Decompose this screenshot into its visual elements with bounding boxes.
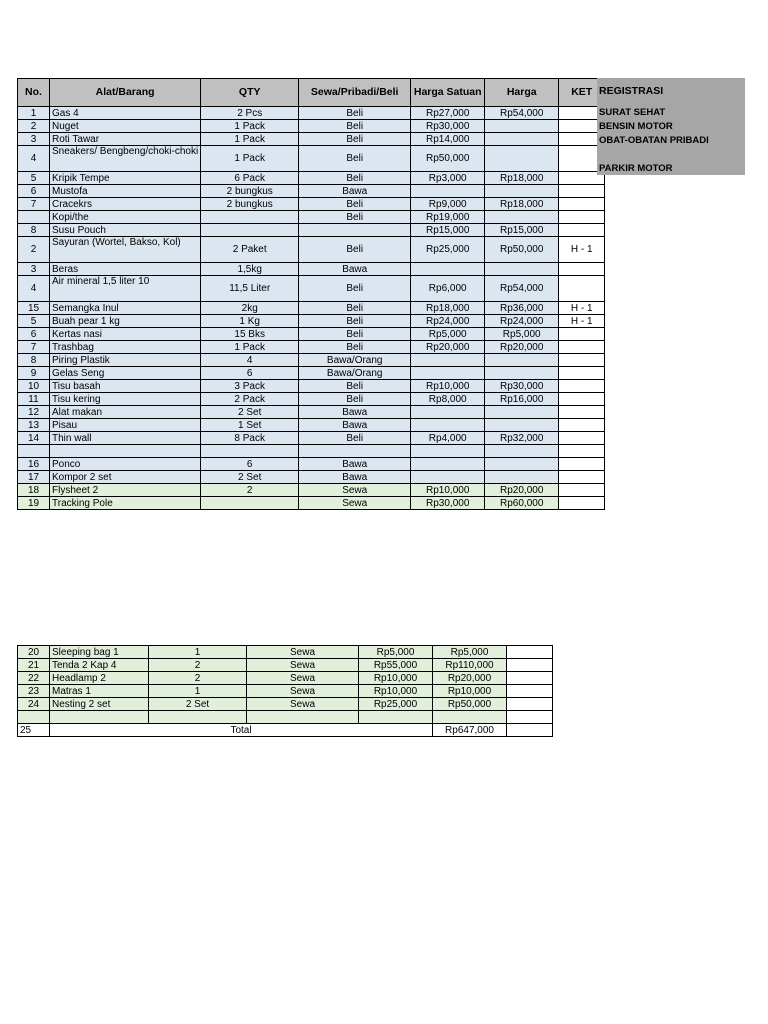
cell-qty[interactable]: 3 Pack	[201, 380, 299, 393]
cell-unit-price[interactable]: Rp30,000	[411, 497, 485, 510]
cell-unit-price[interactable]: Rp5,000	[359, 646, 433, 659]
cell-no[interactable]: 20	[18, 646, 50, 659]
cell-unit-price[interactable]: Rp24,000	[411, 315, 485, 328]
cell-no[interactable]: 13	[18, 419, 50, 432]
cell-price[interactable]: Rp5,000	[485, 328, 559, 341]
cell-qty[interactable]: 2	[149, 672, 247, 685]
cell-qty[interactable]: 1 Pack	[201, 120, 299, 133]
cell-qty[interactable]: 1,5kg	[201, 263, 299, 276]
total-ket[interactable]	[507, 724, 553, 737]
cell-unit-price[interactable]	[411, 445, 485, 458]
cell-type[interactable]: Beli	[299, 341, 411, 354]
cell-no[interactable]: 5	[18, 315, 50, 328]
cell-no[interactable]	[18, 711, 50, 724]
cell-ket[interactable]	[559, 224, 605, 237]
table-row	[18, 484, 605, 497]
cell-unit-price[interactable]	[411, 471, 485, 484]
cell-item[interactable]: Trashbag	[50, 341, 201, 354]
cell-qty[interactable]: 1 Pack	[201, 146, 299, 172]
cell-ket[interactable]	[507, 698, 553, 711]
cell-item[interactable]: Semangka Inul	[50, 302, 201, 315]
table-row	[18, 458, 605, 471]
cell-unit-price[interactable]	[359, 711, 433, 724]
cell-unit-price[interactable]: Rp50,000	[411, 146, 485, 172]
header-item[interactable]: Alat/Barang	[50, 79, 201, 107]
cell-ket[interactable]	[559, 445, 605, 458]
cell-price[interactable]	[485, 120, 559, 133]
cell-item[interactable]: Gas 4	[50, 107, 201, 120]
cell-item[interactable]: Roti Tawar	[50, 133, 201, 146]
cell-ket[interactable]	[507, 659, 553, 672]
cell-no[interactable]: 3	[18, 263, 50, 276]
cell-ket[interactable]	[559, 484, 605, 497]
cell-type[interactable]: Sewa	[247, 672, 359, 685]
cell-type[interactable]: Beli	[299, 328, 411, 341]
cell-type[interactable]: Beli	[299, 133, 411, 146]
cell-price[interactable]: Rp18,000	[485, 172, 559, 185]
cell-type[interactable]: Sewa	[247, 685, 359, 698]
cell-item[interactable]: Thin wall	[50, 432, 201, 445]
cell-item[interactable]: Piring Plastik	[50, 354, 201, 367]
cell-no[interactable]: 3	[18, 133, 50, 146]
table-row	[18, 211, 605, 224]
table-row	[18, 120, 605, 133]
cell-item[interactable]: Pisau	[50, 419, 201, 432]
cell-item[interactable]: Headlamp 2	[50, 672, 149, 685]
cell-ket[interactable]	[559, 367, 605, 380]
cell-price[interactable]	[485, 445, 559, 458]
cell-qty[interactable]: 15 Bks	[201, 328, 299, 341]
cell-qty[interactable]: 2	[201, 484, 299, 497]
cell-price[interactable]: Rp36,000	[485, 302, 559, 315]
cell-item[interactable]: Flysheet 2	[50, 484, 201, 497]
total-value[interactable]: Rp647,000	[433, 724, 507, 737]
cell-qty[interactable]: 1	[149, 685, 247, 698]
cell-no[interactable]: 19	[18, 497, 50, 510]
cell-qty[interactable]: 1 Kg	[201, 315, 299, 328]
cell-no[interactable]: 23	[18, 685, 50, 698]
cell-ket[interactable]	[559, 354, 605, 367]
cell-type[interactable]: Beli	[299, 237, 411, 263]
cell-no[interactable]: 18	[18, 484, 50, 497]
cell-unit-price[interactable]: Rp6,000	[411, 276, 485, 302]
cell-no[interactable]: 9	[18, 367, 50, 380]
table-row	[18, 133, 605, 146]
cell-type[interactable]	[299, 445, 411, 458]
cell-type[interactable]: Beli	[299, 198, 411, 211]
cell-type[interactable]: Bawa/Orang	[299, 354, 411, 367]
cell-unit-price[interactable]: Rp15,000	[411, 224, 485, 237]
cell-no[interactable]: 2	[18, 120, 50, 133]
cell-no[interactable]: 8	[18, 354, 50, 367]
cell-ket[interactable]	[559, 263, 605, 276]
cell-price[interactable]	[485, 367, 559, 380]
table-row	[18, 146, 605, 172]
cell-ket[interactable]	[559, 211, 605, 224]
table-row	[18, 198, 605, 211]
table-row	[18, 393, 605, 406]
cell-price[interactable]	[485, 406, 559, 419]
cell-qty[interactable]: 6	[201, 367, 299, 380]
table-row	[18, 672, 553, 685]
table-row	[18, 659, 553, 672]
header-ket[interactable]: KET	[559, 79, 605, 107]
cell-ket[interactable]: H - 1	[559, 315, 605, 328]
cell-price[interactable]	[485, 263, 559, 276]
cell-qty[interactable]	[149, 711, 247, 724]
cell-item[interactable]: Air mineral 1,5 liter 10	[50, 276, 201, 302]
cell-item[interactable]: Buah pear 1 kg	[50, 315, 201, 328]
cell-type[interactable]: Bawa	[299, 185, 411, 198]
cell-price[interactable]: Rp20,000	[433, 672, 507, 685]
cell-no[interactable]: 12	[18, 406, 50, 419]
cell-item[interactable]: Kertas nasi	[50, 328, 201, 341]
cell-price[interactable]: Rp54,000	[485, 107, 559, 120]
total-no[interactable]: 25	[18, 724, 50, 737]
cell-no[interactable]: 4	[18, 276, 50, 302]
cell-ket[interactable]	[507, 711, 553, 724]
cell-qty[interactable]: 4	[201, 354, 299, 367]
cell-price[interactable]: Rp15,000	[485, 224, 559, 237]
cell-type[interactable]: Bawa	[299, 406, 411, 419]
registration-title: REGISTRASI	[599, 85, 664, 97]
header-no[interactable]: No.	[18, 79, 50, 107]
cell-qty[interactable]: 6	[201, 458, 299, 471]
cell-price[interactable]: Rp54,000	[485, 276, 559, 302]
cell-ket[interactable]	[507, 672, 553, 685]
cell-no[interactable]: 7	[18, 198, 50, 211]
cell-no[interactable]: 17	[18, 471, 50, 484]
cell-unit-price[interactable]: Rp18,000	[411, 302, 485, 315]
cell-item[interactable]: Sleeping bag 1	[50, 646, 149, 659]
cell-no[interactable]	[18, 211, 50, 224]
cell-qty[interactable]: 2 bungkus	[201, 198, 299, 211]
cell-item[interactable]: Cracekrs	[50, 198, 201, 211]
table-row	[18, 445, 605, 458]
total-label[interactable]: Total	[50, 724, 433, 737]
cell-price[interactable]: Rp50,000	[433, 698, 507, 711]
cell-ket[interactable]	[559, 276, 605, 302]
table-row	[18, 406, 605, 419]
table-row	[18, 185, 605, 198]
cell-price[interactable]	[485, 211, 559, 224]
registration-item: SURAT SEHAT	[599, 107, 666, 118]
cell-unit-price[interactable]: Rp3,000	[411, 172, 485, 185]
table-row	[18, 237, 605, 263]
cell-price[interactable]	[485, 185, 559, 198]
cell-type[interactable]: Bawa	[299, 263, 411, 276]
cell-unit-price[interactable]: Rp14,000	[411, 133, 485, 146]
cell-ket[interactable]	[559, 198, 605, 211]
cell-no[interactable]	[18, 445, 50, 458]
cell-no[interactable]: 10	[18, 380, 50, 393]
cell-qty[interactable]: 2 Paket	[201, 237, 299, 263]
cell-no[interactable]: 6	[18, 328, 50, 341]
cell-price[interactable]: Rp60,000	[485, 497, 559, 510]
cell-item[interactable]	[50, 711, 149, 724]
cell-qty[interactable]: 1 Set	[201, 419, 299, 432]
cell-qty[interactable]: 2 Pcs	[201, 107, 299, 120]
cell-unit-price[interactable]	[411, 263, 485, 276]
cell-ket[interactable]	[507, 646, 553, 659]
cell-type[interactable]: Beli	[299, 120, 411, 133]
cell-item[interactable]: Tisu basah	[50, 380, 201, 393]
table-row	[18, 328, 605, 341]
cell-no[interactable]: 6	[18, 185, 50, 198]
cell-price[interactable]: Rp10,000	[433, 685, 507, 698]
cell-price[interactable]: Rp32,000	[485, 432, 559, 445]
cell-qty[interactable]: 2 Set	[201, 406, 299, 419]
table-row	[18, 341, 605, 354]
cell-price[interactable]	[485, 458, 559, 471]
cell-unit-price[interactable]: Rp25,000	[411, 237, 485, 263]
cell-type[interactable]: Beli	[299, 172, 411, 185]
cell-ket[interactable]	[559, 406, 605, 419]
table-row	[18, 276, 605, 302]
cell-ket[interactable]: H - 1	[559, 237, 605, 263]
cell-qty[interactable]	[201, 445, 299, 458]
cell-type[interactable]: Bawa	[299, 458, 411, 471]
cell-type[interactable]: Beli	[299, 146, 411, 172]
cell-ket[interactable]	[559, 341, 605, 354]
cell-item[interactable]: Gelas Seng	[50, 367, 201, 380]
cell-item[interactable]: Ponco	[50, 458, 201, 471]
registration-item: BENSIN MOTOR	[599, 121, 673, 132]
cell-item[interactable]: Sneakers/ Bengbeng/choki-choki	[50, 146, 201, 172]
registration-item: PARKIR MOTOR	[599, 163, 673, 174]
cell-no[interactable]: 15	[18, 302, 50, 315]
cell-item[interactable]	[50, 445, 201, 458]
cell-price[interactable]: Rp5,000	[433, 646, 507, 659]
cell-no[interactable]: 5	[18, 172, 50, 185]
cell-item[interactable]: Susu Pouch	[50, 224, 201, 237]
cell-price[interactable]: Rp110,000	[433, 659, 507, 672]
cell-ket[interactable]	[559, 458, 605, 471]
cell-qty[interactable]: 1	[149, 646, 247, 659]
cell-no[interactable]: 8	[18, 224, 50, 237]
cell-price[interactable]	[485, 471, 559, 484]
cell-type[interactable]: Beli	[299, 302, 411, 315]
cell-no[interactable]: 14	[18, 432, 50, 445]
cell-type[interactable]	[247, 711, 359, 724]
cell-unit-price[interactable]: Rp20,000	[411, 341, 485, 354]
cell-qty[interactable]: 11,5 Liter	[201, 276, 299, 302]
cell-unit-price[interactable]: Rp8,000	[411, 393, 485, 406]
cell-type[interactable]: Bawa	[299, 471, 411, 484]
cell-price[interactable]: Rp24,000	[485, 315, 559, 328]
table-row	[18, 367, 605, 380]
cell-type[interactable]: Bawa	[299, 419, 411, 432]
table-row	[18, 419, 605, 432]
header-row	[18, 79, 605, 107]
cell-price[interactable]	[485, 354, 559, 367]
cell-qty[interactable]: 6 Pack	[201, 172, 299, 185]
cell-ket[interactable]	[507, 685, 553, 698]
cell-qty[interactable]: 2 bungkus	[201, 185, 299, 198]
cell-no[interactable]: 16	[18, 458, 50, 471]
cell-type[interactable]: Beli	[299, 432, 411, 445]
cell-ket[interactable]	[559, 393, 605, 406]
table-row	[18, 711, 553, 724]
cell-item[interactable]: Nesting 2 set	[50, 698, 149, 711]
header-price[interactable]: Harga	[485, 79, 559, 107]
cell-type[interactable]: Sewa	[247, 659, 359, 672]
cell-item[interactable]: Sayuran (Wortel, Bakso, Kol)	[50, 237, 201, 263]
cell-price[interactable]: Rp18,000	[485, 198, 559, 211]
cell-item[interactable]: Tisu kering	[50, 393, 201, 406]
cell-unit-price[interactable]: Rp10,000	[359, 685, 433, 698]
cell-unit-price[interactable]: Rp10,000	[411, 380, 485, 393]
cell-price[interactable]	[485, 146, 559, 172]
cell-price[interactable]	[485, 133, 559, 146]
cell-no[interactable]: 11	[18, 393, 50, 406]
cell-no[interactable]: 4	[18, 146, 50, 172]
cell-qty[interactable]: 2 Pack	[201, 393, 299, 406]
cell-item[interactable]: Alat makan	[50, 406, 201, 419]
table-row	[18, 471, 605, 484]
cell-unit-price[interactable]: Rp25,000	[359, 698, 433, 711]
table-row	[18, 432, 605, 445]
cell-ket[interactable]	[559, 419, 605, 432]
cell-qty[interactable]	[201, 224, 299, 237]
cell-unit-price[interactable]: Rp4,000	[411, 432, 485, 445]
cell-qty[interactable]: 2 Set	[149, 698, 247, 711]
cell-type[interactable]: Sewa	[299, 497, 411, 510]
table-row	[18, 698, 553, 711]
cell-no[interactable]: 21	[18, 659, 50, 672]
cell-no[interactable]: 2	[18, 237, 50, 263]
cell-unit-price[interactable]	[411, 419, 485, 432]
cell-price[interactable]: Rp30,000	[485, 380, 559, 393]
items-table-top	[17, 78, 605, 510]
cell-no[interactable]: 24	[18, 698, 50, 711]
cell-type[interactable]: Sewa	[299, 484, 411, 497]
table-row	[18, 646, 553, 659]
cell-ket[interactable]	[559, 471, 605, 484]
cell-ket[interactable]: H - 1	[559, 302, 605, 315]
cell-price[interactable]: Rp20,000	[485, 484, 559, 497]
cell-qty[interactable]: 8 Pack	[201, 432, 299, 445]
cell-type[interactable]	[299, 224, 411, 237]
table-row	[18, 380, 605, 393]
cell-type[interactable]: Beli	[299, 276, 411, 302]
cell-type[interactable]: Beli	[299, 380, 411, 393]
cell-item[interactable]: Mustofa	[50, 185, 201, 198]
cell-item[interactable]: Tenda 2 Kap 4	[50, 659, 149, 672]
table-row	[18, 354, 605, 367]
cell-qty[interactable]	[201, 497, 299, 510]
table-row	[18, 302, 605, 315]
table-row	[18, 315, 605, 328]
cell-unit-price[interactable]: Rp55,000	[359, 659, 433, 672]
table-row	[18, 685, 553, 698]
header-qty[interactable]: QTY	[201, 79, 299, 107]
cell-type[interactable]: Sewa	[247, 698, 359, 711]
cell-qty[interactable]: 2 Set	[201, 471, 299, 484]
cell-type[interactable]: Beli	[299, 107, 411, 120]
cell-qty[interactable]: 1 Pack	[201, 341, 299, 354]
cell-price[interactable]	[485, 419, 559, 432]
cell-type[interactable]: Bawa/Orang	[299, 367, 411, 380]
cell-ket[interactable]	[559, 497, 605, 510]
items-table-bottom	[17, 645, 553, 737]
table-row	[18, 497, 605, 510]
cell-type[interactable]: Beli	[299, 393, 411, 406]
cell-ket[interactable]	[559, 328, 605, 341]
cell-qty[interactable]: 2	[149, 659, 247, 672]
cell-ket[interactable]	[559, 432, 605, 445]
cell-no[interactable]: 22	[18, 672, 50, 685]
registration-panel	[597, 78, 745, 175]
cell-item[interactable]: Kripik Tempe	[50, 172, 201, 185]
cell-item[interactable]: Kopi/the	[50, 211, 201, 224]
cell-item[interactable]: Beras	[50, 263, 201, 276]
cell-unit-price[interactable]: Rp5,000	[411, 328, 485, 341]
table-row	[18, 107, 605, 120]
cell-unit-price[interactable]	[411, 185, 485, 198]
cell-unit-price[interactable]: Rp27,000	[411, 107, 485, 120]
cell-unit-price[interactable]: Rp10,000	[411, 484, 485, 497]
cell-price[interactable]: Rp16,000	[485, 393, 559, 406]
cell-item[interactable]: Nuget	[50, 120, 201, 133]
cell-unit-price[interactable]	[411, 354, 485, 367]
cell-ket[interactable]	[559, 185, 605, 198]
cell-unit-price[interactable]: Rp9,000	[411, 198, 485, 211]
cell-unit-price[interactable]: Rp19,000	[411, 211, 485, 224]
cell-item[interactable]: Kompor 2 set	[50, 471, 201, 484]
cell-qty[interactable]: 1 Pack	[201, 133, 299, 146]
cell-unit-price[interactable]: Rp10,000	[359, 672, 433, 685]
cell-qty[interactable]: 2kg	[201, 302, 299, 315]
registration-item: OBAT-OBATAN PRIBADI	[599, 135, 709, 146]
cell-unit-price[interactable]	[411, 367, 485, 380]
table-row	[18, 263, 605, 276]
cell-type[interactable]: Beli	[299, 315, 411, 328]
cell-item[interactable]: Tracking Pole	[50, 497, 201, 510]
cell-no[interactable]: 1	[18, 107, 50, 120]
cell-no[interactable]: 7	[18, 341, 50, 354]
cell-price[interactable]: Rp20,000	[485, 341, 559, 354]
cell-price[interactable]: Rp50,000	[485, 237, 559, 263]
total-row	[18, 724, 553, 737]
header-type[interactable]: Sewa/Pribadi/Beli	[299, 79, 411, 107]
cell-price[interactable]	[433, 711, 507, 724]
cell-type[interactable]: Beli	[299, 211, 411, 224]
cell-unit-price[interactable]	[411, 458, 485, 471]
cell-unit-price[interactable]: Rp30,000	[411, 120, 485, 133]
cell-ket[interactable]	[559, 380, 605, 393]
header-unit-price[interactable]: Harga Satuan	[411, 79, 485, 107]
table-row	[18, 172, 605, 185]
cell-type[interactable]: Sewa	[247, 646, 359, 659]
cell-item[interactable]: Matras 1	[50, 685, 149, 698]
table-row	[18, 224, 605, 237]
cell-qty[interactable]	[201, 211, 299, 224]
cell-unit-price[interactable]	[411, 406, 485, 419]
